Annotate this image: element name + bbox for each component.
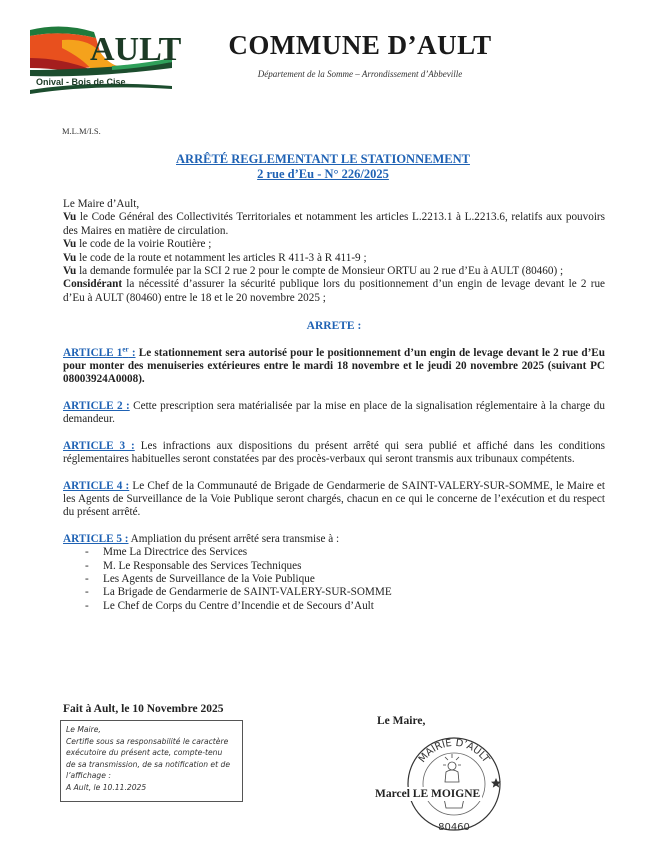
vu-label: Vu — [63, 211, 77, 224]
certification-line: Le Maire, — [66, 725, 101, 734]
document-title: ARRÊTÉ REGLEMENTANT LE STATIONNEMENT — [176, 152, 470, 166]
article-label: ARTICLE 5 : — [63, 532, 129, 545]
article-label: ARTICLE 2 : — [63, 399, 130, 412]
certification-line: A Ault, le 10.11.2025 — [66, 782, 147, 792]
reference-initials: M.L.M/I.S. — [62, 126, 101, 136]
article-label: ARTICLE 4 : — [63, 479, 130, 492]
stamp-bottom-text: 80460 — [438, 822, 470, 833]
preamble-opening: Le Maire d’Ault, — [63, 198, 140, 210]
considerant-text: la nécessité d’assurer la sécurité publique lors du positionnement d’un engin de levage devant le 2 rue d’Eu à AULT (80460) entre le 18 et le 20 novembre 2025 ; — [63, 278, 605, 304]
logo-tagline: Onival - Bois de Cise — [36, 77, 126, 87]
article-text: Cette prescription sera matérialisée par la mise en place de la signalisation réglementaire à la charge du demandeur. — [63, 399, 605, 426]
article-label: ARTICLE 3 : — [63, 439, 135, 452]
considerant-label: Considérant — [63, 278, 123, 291]
article-text: Ampliation du présent arrêté sera transmise à : — [128, 532, 340, 545]
signed-place-date: Fait à Ault, le 10 Novembre 2025 — [63, 703, 224, 715]
vu-label: Vu — [63, 251, 77, 264]
logo-name: AULT — [90, 31, 182, 68]
article-text: Les infractions aux dispositions du présent arrêté qui sera publié et affiché dans les conditions réglementaires habituelles seront constatées par des procès-verbaux qui seront transmis aux tribunaux compétents. — [63, 439, 605, 466]
mayor-label: Le Maire, — [377, 715, 426, 727]
vu-text: le code de la route et notamment les articles R 411-3 à R 411-9 ; — [79, 251, 367, 264]
vu-item — [63, 252, 605, 265]
mayor-name: Marcel LE MOIGNE — [375, 788, 481, 800]
distribution-item: - La Brigade de Gendarmerie de SAINT-VALERY-SUR-SOMME — [63, 586, 605, 599]
certification-line: de sa transmission, de sa notification et de — [66, 759, 230, 769]
distribution-list — [63, 546, 605, 613]
ault-logo — [22, 18, 182, 98]
vu-text: la demande formulée par la SCI 2 rue 2 pour le compte de Monsieur ORTU au 2 rue d’Eu à AULT (80460) ; — [79, 265, 564, 278]
mairie-stamp — [404, 732, 504, 836]
article-text: Le Chef de la Communauté de Brigade de Gendarmerie de SAINT-VALERY-SUR-SOMME, le Maire et les Agents de Surveillance de la Voie Publique seront chargés, chacun en ce qui le concerne de l’exécution et du respect du présent arrêté. — [63, 479, 606, 519]
vu-label: Vu — [63, 238, 77, 251]
article-5 — [63, 533, 605, 546]
commune-title: COMMUNE D’AULT — [228, 30, 492, 60]
distribution-item: - M. Le Responsable des Services Techniques — [63, 560, 605, 573]
document-body — [63, 198, 605, 613]
article-1 — [63, 344, 605, 387]
certification-box — [60, 720, 243, 802]
vu-item — [63, 238, 605, 251]
distribution-item: - Le Chef de Corps du Centre d’Incendie et de Secours d’Ault — [63, 600, 605, 613]
article-2 — [63, 400, 605, 427]
document-subtitle: 2 rue d’Eu - N° 226/2025 — [257, 167, 389, 181]
vu-text: le code de la voirie Routière ; — [79, 238, 212, 251]
distribution-item: - Mme La Directrice des Services — [63, 546, 605, 559]
considerant — [63, 278, 605, 305]
vu-text: le Code Général des Collectivités Territoriales et notamment les articles L.2213.1 à L.2213.6, relatifs aux pouvoirs des Maires en matière de circulation. — [63, 211, 606, 237]
vu-item — [63, 211, 605, 238]
article-text: Le stationnement sera autorisé pour le positionnement d’un engin de levage devant le 2 rue d’Eu pour monter des menuiseries extérieures entre le mardi 18 novembre et le jeudi 20 novembre 2025 (suivant PC 08003924A0008). — [63, 346, 605, 386]
vu-label: Vu — [63, 265, 77, 278]
vu-item — [63, 265, 605, 278]
svg-text:MAIRIE D’AULT — [417, 738, 492, 766]
department-line: Département de la Somme – Arrondissement d’Abbeville — [257, 69, 463, 79]
certification-line: l’affichage : — [66, 771, 111, 781]
article-3 — [63, 440, 605, 467]
article-label: ARTICLE 1er : — [63, 344, 136, 359]
certification-line: exécutoire du présent acte, compte-tenu — [66, 748, 223, 758]
distribution-item: - Les Agents de Surveillance de la Voie Publique — [63, 573, 605, 586]
certification-line: Certifie sous sa responsabilité le caractère — [66, 736, 229, 746]
arrete-heading: ARRETE : — [306, 320, 362, 333]
stamp-top-text: MAIRIE D’AULT — [416, 737, 492, 765]
article-4 — [63, 480, 605, 520]
